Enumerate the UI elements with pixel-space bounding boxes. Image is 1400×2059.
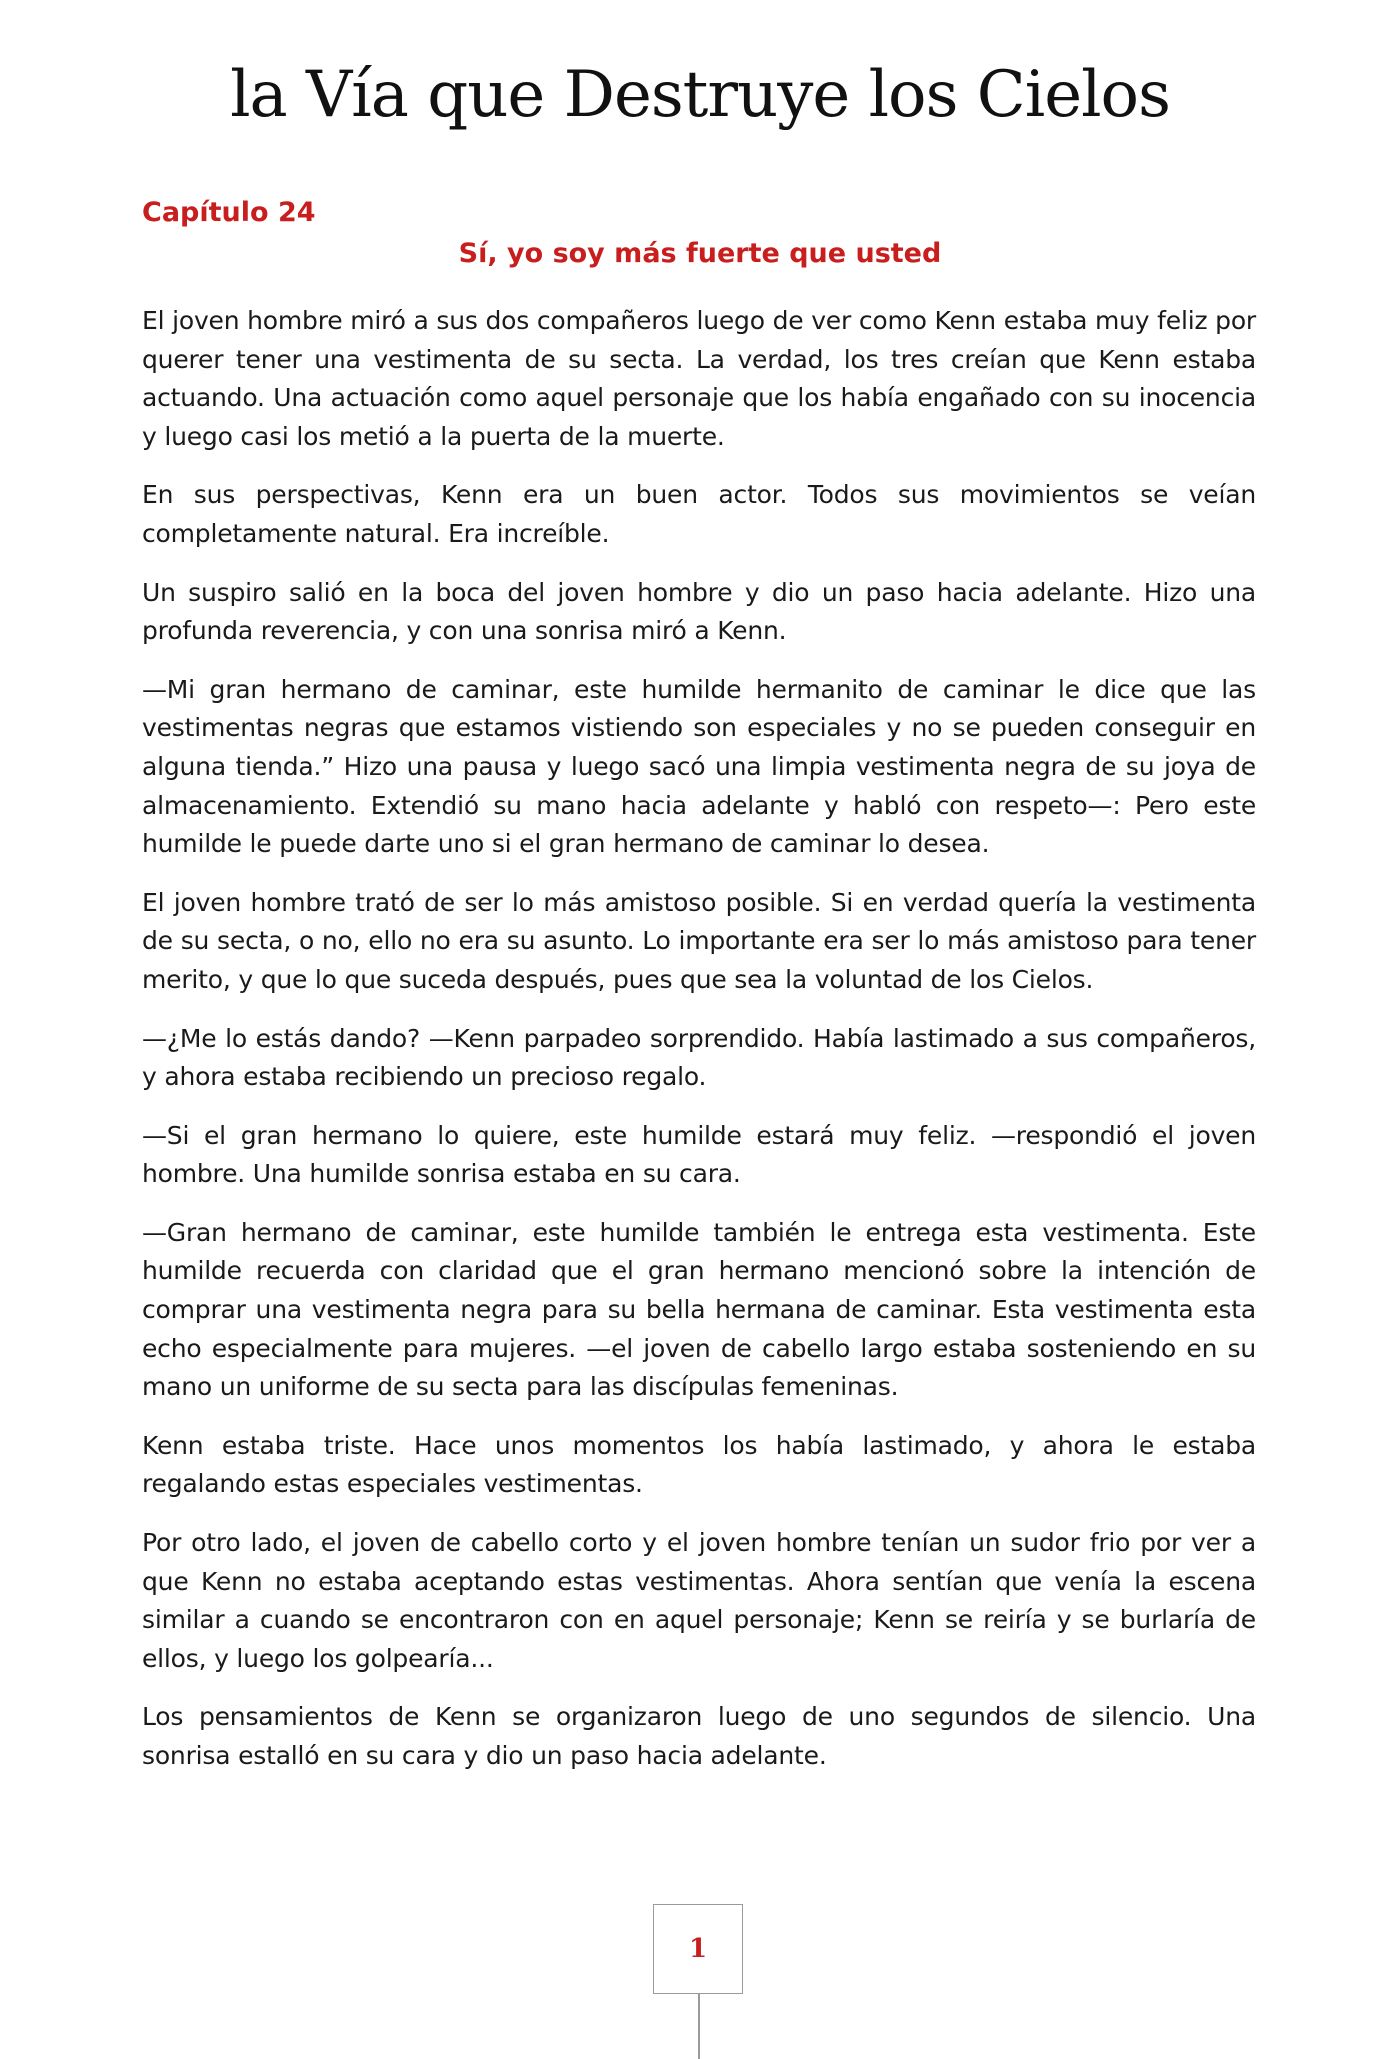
- page-number-connector: [698, 1994, 700, 2059]
- paragraph: —Mi gran hermano de caminar, este humilde hermanito de caminar le dice que las vestimentas negras que estamos vistiendo son especiales y no se pueden conseguir en alguna tienda.” Hizo una pausa y luego sacó una limpia vestimenta negra de su joya de almacenamiento. Extendió su mano hacia adelante y habló con respeto—: Pero este humilde le puede darte uno si el gran hermano de caminar lo desea.: [142, 674, 1256, 859]
- paragraph: Un suspiro salió en la boca del joven hombre y dio un paso hacia adelante. Hizo una profunda reverencia, y con una sonrisa miró a Kenn.: [142, 577, 1256, 646]
- page-number-box: [653, 1904, 743, 1994]
- paragraph: Kenn estaba triste. Hace unos momentos los había lastimado, y ahora le estaba regalando estas especiales vestimentas.: [142, 1430, 1256, 1499]
- chapter-body: [142, 302, 1256, 1796]
- paragraph: El joven hombre trató de ser lo más amistoso posible. Si en verdad quería la vestimenta de su secta, o no, ello no era su asunto. Lo importante era ser lo más amistoso para tener merito, y que lo que suceda después, pues que sea la voluntad de los Cielos.: [142, 887, 1256, 994]
- book-title: la Vía que Destruye los Cielos: [230, 58, 1170, 132]
- paragraph: En sus perspectivas, Kenn era un buen actor. Todos sus movimientos se veían completamente natural. Era increíble.: [142, 480, 1256, 548]
- chapter-label: Capítulo 24: [142, 197, 316, 228]
- paragraph: El joven hombre miró a sus dos compañeros luego de ver como Kenn estaba muy feliz por querer tener una vestimenta de su secta. La verdad, los tres creían que Kenn estaba actuando. Una actuación como aquel personaje que los había engañado con su inocencia y luego casi los metió a la puerta de la muerte.: [142, 306, 1256, 451]
- paragraph: —¿Me lo estás dando? —Kenn parpadeo sorprendido. Había lastimado a sus compañeros, y ahora estaba recibiendo un precioso regalo.: [142, 1023, 1256, 1092]
- paragraph: Los pensamientos de Kenn se organizaron luego de uno segundos de silencio. Una sonrisa estalló en su cara y dio un paso hacia adelante.: [142, 1702, 1256, 1770]
- page-number: 1: [688, 1934, 708, 1964]
- paragraph: Por otro lado, el joven de cabello corto y el joven hombre tenían un sudor frio por ver a que Kenn no estaba aceptando estas vestimentas. Ahora sentían que venía la escena similar a cuando se encontraron con en aquel personaje; Kenn se reiría y se burlaría de ellos, y luego los golpearía...: [142, 1528, 1256, 1673]
- paragraph: —Si el gran hermano lo quiere, este humilde estará muy feliz. —respondió el joven hombre. Una humilde sonrisa estaba en su cara.: [142, 1120, 1256, 1189]
- chapter-title: Sí, yo soy más fuerte que usted: [458, 238, 942, 269]
- paragraph: —Gran hermano de caminar, este humilde también le entrega esta vestimenta. Este humilde recuerda con claridad que el gran hermano mencionó sobre la intención de comprar una vestimenta negra para su bella hermana de caminar. Esta vestimenta esta echo especialmente para mujeres. —el joven de cabello largo estaba sosteniendo en su mano un uniforme de su secta para las discípulas femeninas.: [142, 1217, 1256, 1402]
